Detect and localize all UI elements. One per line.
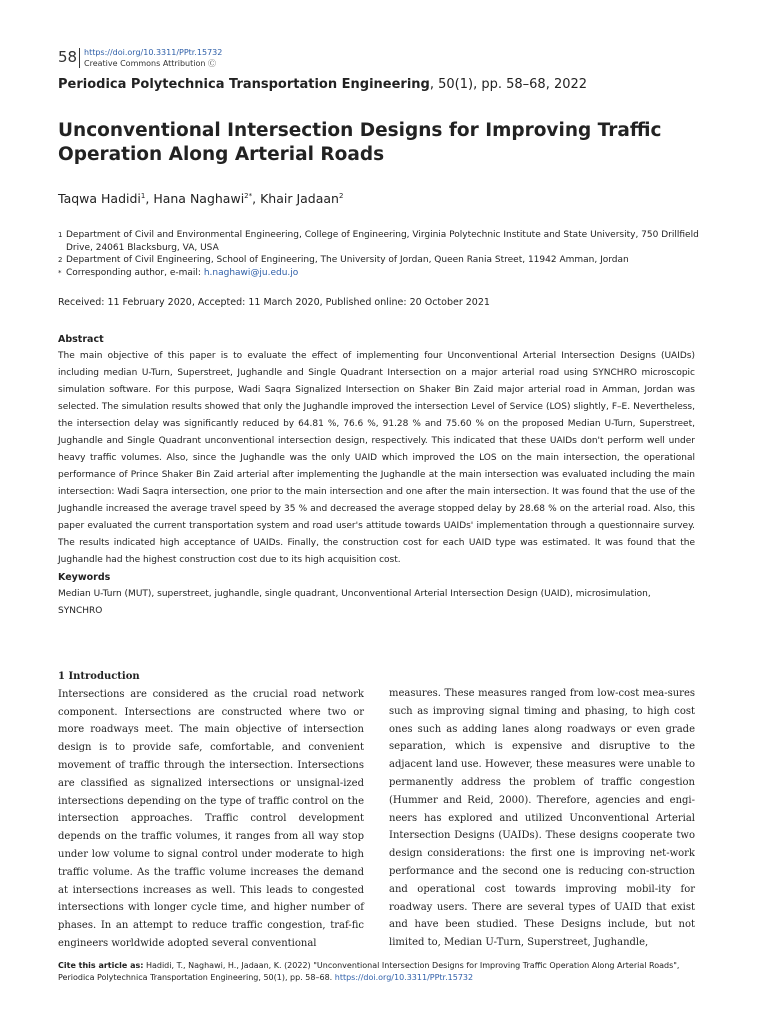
journal-name: Periodica Polytechnica Transportation Engineering [58,77,430,92]
affiliation-text: Department of Civil Engineering, School of Engineering, The University of Jordan, Queen Rania Street, 11942 Amman, Jordan [66,255,629,266]
page-number: 58 [58,48,78,66]
author-affil-mark: 1 [140,191,146,200]
author-list: Taqwa Hadidi$^1$, Hana Naghawi$^{2*}$, Khair Jadaan$^2$ [58,191,344,206]
license-label: Creative Commons Attribution Ⓒ [84,59,216,68]
keywords-text: Median U-Turn (MUT), superstreet, jughandle, single quadrant, Unconventional Arterial Intersection Design (UAID), microsimulation, SYNCHRO [58,589,651,616]
journal-issue: , 50(1), pp. 58–68, 2022 [429,77,588,92]
citation-footer [58,960,708,984]
abstract-section [58,331,695,620]
intro-left-column [58,668,364,953]
keywords-heading: Keywords [58,572,111,583]
intro-paragraph: Intersections are considered as the crucial road network component. Intersections are constructed where two or more roadways meet. The main objective of intersection design is to provide safe, comfortable, and convenient movement of traffic through the intersection. Intersections are classified as signalized intersections or unsignal-ized intersections depending on the type of traffic control on the intersection approaches. Traffic control development depends on the traffic volumes, it ranges from all way stop under low volume to signal control under moderate to high traffic volume. As the traffic volume increases the demand at intersections increases as well. This leads to congested intersections with longer cycle time, and higher number of phases. In an attempt to reduce traffic congestion, traf-fic engineers worldwide adopted several conventional [58,688,364,949]
cite-text: Hadidi, T., Naghawi, H., Jadaan, K. (2022) "Unconventional Intersection Designs for Improving Traffic Operation Along Arterial Roads", Periodica Polytechnica Transportation Engineering, 50(1), pp. 58–68. [58,961,680,982]
section-heading: 1 Introduction [58,671,140,682]
affiliation-item [58,267,708,280]
author-name: Taqwa Hadidi [58,191,141,206]
doi-block [84,47,222,69]
cite-label: Cite this article as: [58,961,144,970]
affiliation-text [66,267,708,280]
affiliation-mark: * [58,268,62,277]
email-link[interactable]: h.naghawi@ju.edu.jo [203,267,299,278]
publication-dates: Received: 11 February 2020, Accepted: 11 March 2020, Published online: 20 October 2021 [58,297,490,308]
cite-doi-link[interactable]: https://doi.org/10.3311/PPtr.15732 [334,973,474,982]
abstract-heading: Abstract [58,334,104,345]
author-affil-mark: 2* [244,191,253,200]
author-name: Hana Naghawi [153,191,245,206]
affiliation-text: Department of Civil and Environmental Engineering, College of Engineering, Virginia Polytechnic Institute and State University, 750 Drillfield Drive, 24061 Blacksburg, VA, USA [66,230,699,253]
affiliation-item [58,229,708,254]
author-affil-mark: 2 [338,191,344,200]
intro-right-column [389,685,695,952]
header-divider [79,48,80,68]
author-name: Khair Jadaan [260,191,339,206]
affiliations [58,229,708,279]
intro-paragraph-continued: measures. These measures ranged from low-cost mea-sures such as improving signal timing and phasing, to high cost ones such as adding lanes along roadways or even grade separation, which is expensive and disruptive to the adjacent land use. However, these measures were unable to permanently address the problem of traffic congestion (Hummer and Reid, 2000). Therefore, agencies and engi-neers has explored and utilized Unconventional Arterial Intersection Designs (UAIDs). These designs cooperate two design considerations: the first one is improving net-work performance and the second one is reducing con-struction and operational cost towards improving mobil-ity for roadway users. There are several types of UAID that exist and have been studied. These Designs include, but not limited to, Median U-Turn, Superstreet, Jughandle, [389,688,695,949]
doi-link[interactable]: https://doi.org/10.3311/PPtr.15732 [84,48,223,57]
corresponding-label: Corresponding author, e-mail: [66,267,204,278]
paper-title: Unconventional Intersection Designs for Improving Traffic Operation Along Arterial Roads [58,120,662,165]
affiliation-item [58,254,708,267]
abstract-text: The main objective of this paper is to evaluate the effect of implementing four Unconventional Arterial Intersection Designs (UAIDs) including median U-Turn, Superstreet, Jughandle and Single Quadrant Intersection on a major arterial road using SYNCHRO microscopic simulation software. For this purpose, Wadi Saqra Signalized Intersection on Shaker Bin Zaid major arterial road in Amman, Jordan was selected. The simulation results showed that only the Jughandle improved the intersection Level of Service (LOS) slightly, F–E. Nevertheless, the intersection delay was significantly reduced by 64.81 %, 76.6 %, 91.28 % and 75.60 % on the proposed Median U-Turn, Superstreet, Jughandle and Single Quadrant unconventional intersection design, respectively. This indicated that these UAIDs don't perform well under heavy traffic volumes. Also, since the Jughandle was the only UAID which improved the LOS on the main intersection, the operational performance of Prince Shaker Bin Zaid arterial after implementing the Jughandle at the main intersection was evaluated including the main intersection: Wadi Saqra intersection, one prior to the main intersection and one after the main intersection. It was found that the use of the Jughandle increased the average travel speed by 35 % and decreased the average stopped delay by 28.68 % on the arterial road. Also, this paper evaluated the current transportation system and road user's attitude towards UAIDs' implementation through a questionnaire survey. The results indicated high acceptance of UAIDs. Finally, the construction cost for each UAID type was estimated. It was found that the Jughandle had the highest construction cost due to its high acquisition cost. [58,351,695,565]
journal-citation [58,77,587,92]
affiliation-mark: 2 [58,256,63,265]
affiliation-mark: 1 [58,231,63,239]
